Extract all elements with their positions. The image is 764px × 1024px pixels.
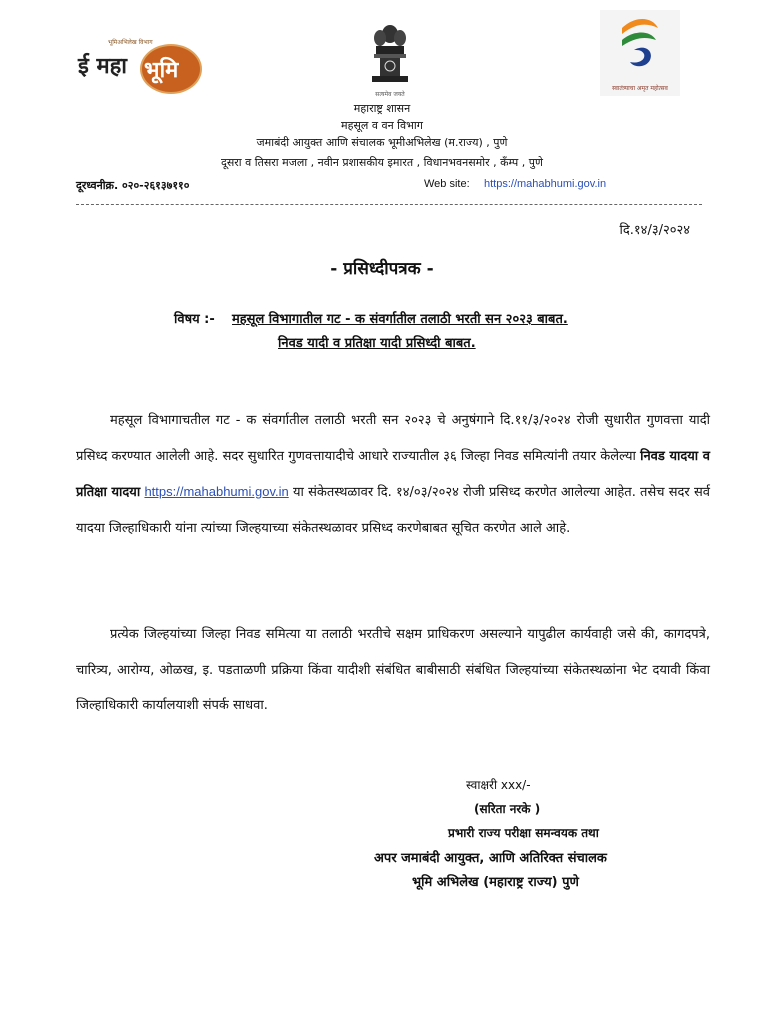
paragraph-1-text-2: या संकेतस्थळावर दि. १४/०३/२०२४ रोजी प्रसिध्द करणेत आलेल्या आहेत. तसेच सदर सर्व यादया जिल्हाधिकारी यांना त्यांच्या जिल्हयाच्या संकेतस्थळावर प्रसिध्द करणेबाबत सूचित करणेत आले आहे. [76,485,710,536]
national-emblem-icon [366,22,414,90]
logo-tagline: भूमिअभिलेख विभाग [108,39,153,46]
signatory-designation-1: प्रभारी राज्य परीक्षा समन्वयक तथा [448,826,599,840]
logo-highlight: भूमि [144,58,179,83]
amrit-mahotsav-logo [600,10,680,96]
signatory-designation-2: अपर जमाबंदी आयुक्त, आणि अतिरिक्त संचालक [374,851,607,866]
website-link[interactable]: https://mahabhumi.gov.in [484,178,607,190]
header-office: जमाबंदी आयुक्त आणि संचालक भूमीअभिलेख (म.राज्य) , पुणे [256,136,508,149]
document-title: - प्रसिध्दीपत्रक - [330,259,434,279]
header-department: महसूल व वन विभाग [341,119,423,132]
paragraph-2-text: प्रत्येक जिल्हयांच्या जिल्हा निवड समित्या या तलाठी भरतीचे सक्षम प्राधिकरण असल्याने यापुढील कार्यवाही जसे की, कागदपत्रे, चारित्र्य, आरोग्य, ओळख, इ. पडताळणी प्रक्रिया किंवा यादीशी संबंधित बाबीसाठी संबंधित जिल्हयांच्या संकेतस्थळांना भेट दयावी किंवा जिल्हाधिकारी कार्यालयाशी संपर्क साधवा. [76,627,710,713]
paragraph-1-text: महसूल विभागाचतील गट - क संवर्गातील तलाठी भरती सन २०२३ चे अनुषंगाने दि.११/३/२०२४ रोजी सुधारीत गुणवत्ता यादी प्रसिध्द करण्यात आलेली आहे. सदर सुधारित गुणवत्तायादीचे आधारे राज्यातील ३६ जिल्हा निवड समित्यांनी तयार केलेल्या [76,413,710,464]
logo-prefix: ई महा [78,54,127,79]
signatory-designation-3: भूमि अभिलेख (महाराष्ट्र राज्य) पुणे [412,875,579,890]
paragraph-2 [76,617,710,724]
paragraph-1-link[interactable]: https://mahabhumi.gov.in [144,484,289,499]
subject-line-2: निवड यादी व प्रतिक्षा यादी प्रसिध्दी बाबत. [278,336,476,351]
header-divider [76,204,702,205]
emblem-caption: सत्यमेव जयते [375,91,405,98]
paragraph-1-bold: निवड यादया व प्रतिक्षा यादया [76,448,711,500]
subject-label: विषय :- [174,312,215,327]
header-address: दूसरा व तिसरा मजला , नवीन प्रशासकीय इमारत , विधानभवनसमोर , कँम्प , पुणे [220,156,543,169]
mahabhumi-logo [78,38,203,94]
header-government: महाराष्ट्र शासन [353,102,411,115]
website-label: Web site: [424,178,470,190]
logo-right-tagline: स्वातंत्र्याचा अमृत महोत्सव [612,85,668,92]
document-date: दि.१४/३/२०२४ [619,223,690,238]
signature-mark: स्वाक्षरी xxx/- [466,778,531,792]
signatory-name: (सरिता नरके ) [474,802,541,816]
amrit-mahotsav-icon [600,10,680,82]
logo-circle [140,44,202,94]
phone-number: दूरध्वनीक्र. ०२०-२६१३७११० [76,179,190,192]
subject-line-1: महसूल विभागातील गट - क संवर्गातील तलाठी भरती सन २०२३ बाबत. [232,312,568,327]
paragraph-1 [76,403,710,546]
